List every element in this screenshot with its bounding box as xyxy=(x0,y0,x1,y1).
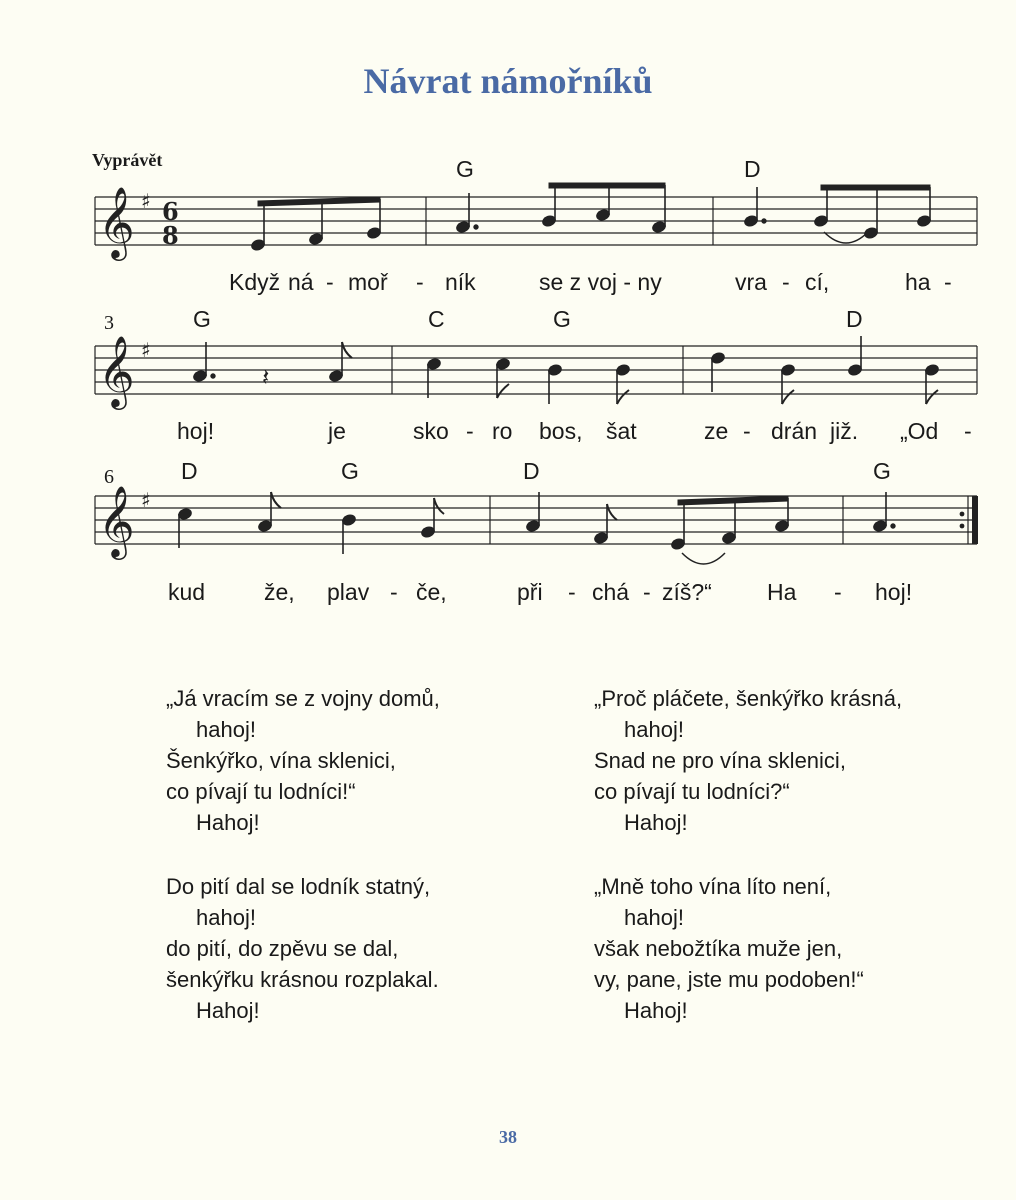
verse-line: hahoj! xyxy=(196,717,256,742)
verse-line: „Proč pláčete, šenkýřko krásná, xyxy=(594,686,903,711)
chord-symbol: C xyxy=(428,306,445,332)
lyric-syllable: moř xyxy=(348,269,388,295)
verse-block xyxy=(166,683,440,838)
page-number: 38 xyxy=(499,1127,517,1147)
note-flag xyxy=(271,492,281,508)
note-beam xyxy=(549,183,665,188)
lyric-syllable: - xyxy=(466,418,474,444)
verse-line: do pití, do zpěvu se dal, xyxy=(166,936,399,961)
verse-line: šenkýřku krásnou rozplakal. xyxy=(166,967,439,992)
lyric-syllable: šat xyxy=(606,418,637,444)
verse-block xyxy=(166,871,439,1026)
verse-line: „Mně toho vína líto není, xyxy=(594,874,832,899)
lyric-syllable: - xyxy=(834,579,842,605)
lyric-syllable: se z voj - ny xyxy=(539,269,662,295)
chord-symbol: G xyxy=(553,306,571,332)
chord-symbol: D xyxy=(523,458,540,484)
lyric-syllable: plav xyxy=(327,579,370,605)
note-dot xyxy=(474,225,478,229)
lyric-syllable: kud xyxy=(168,579,206,605)
verse-line: hahoj! xyxy=(624,717,684,742)
verse-block xyxy=(594,871,864,1026)
lyric-syllable: bos, xyxy=(539,418,583,444)
slur xyxy=(682,553,725,564)
note-dot xyxy=(891,524,895,528)
chord-symbol: G xyxy=(456,156,474,182)
verse-line: co pívají tu lodníci!“ xyxy=(166,779,356,804)
note-flag xyxy=(607,504,617,520)
tempo-marking: Vyprávět xyxy=(92,150,163,170)
lyric-syllable: Ha xyxy=(767,579,797,605)
lyric-syllable: ze xyxy=(704,418,729,444)
chord-symbol: G xyxy=(873,458,891,484)
note-dot xyxy=(762,219,766,223)
lyric-syllable: - xyxy=(782,269,790,295)
chord-symbol: G xyxy=(193,306,211,332)
lyric-syllable: již. xyxy=(830,418,859,444)
svg-text:𝄞: 𝄞 xyxy=(98,185,135,258)
lyric-syllable: - xyxy=(964,418,972,444)
verse-line: Hahoj! xyxy=(624,998,688,1023)
lyric-syllable: - xyxy=(643,579,651,605)
lyric-syllable: cí, xyxy=(805,269,830,295)
lyric-syllable: ro xyxy=(492,418,513,444)
lyric-syllable: če, xyxy=(416,579,447,605)
note-flag xyxy=(926,390,938,404)
lyric-syllable: hoj! xyxy=(875,579,913,605)
lyric-syllable: při xyxy=(517,579,543,605)
verse-line: hahoj! xyxy=(196,905,256,930)
verse-line: Hahoj! xyxy=(196,998,260,1023)
page-title: Návrat námořníků xyxy=(363,61,653,101)
svg-text:♯: ♯ xyxy=(141,338,151,362)
lyric-syllable: - xyxy=(390,579,398,605)
verse-line: Snad ne pro vína sklenici, xyxy=(594,748,846,773)
time-signature-bottom: 8 xyxy=(162,221,179,250)
chord-symbol: D xyxy=(181,458,198,484)
lyric-syllable: - xyxy=(944,269,952,295)
lyric-syllable: že, xyxy=(264,579,295,605)
note-beam xyxy=(821,185,930,190)
lyric-syllable: - xyxy=(743,418,751,444)
verse-line: hahoj! xyxy=(624,905,684,930)
verse-line: co pívají tu lodníci?“ xyxy=(594,779,790,804)
lyric-syllable: - xyxy=(326,269,334,295)
svg-text:♯: ♯ xyxy=(141,488,151,512)
verse-line: vy, pane, jste mu podoben!“ xyxy=(594,967,864,992)
lyric-syllable: hoj! xyxy=(177,418,215,444)
verse-block xyxy=(594,683,902,838)
lyric-syllable: zíš?“ xyxy=(662,579,712,605)
note-dot xyxy=(211,374,215,378)
note-flag xyxy=(342,342,352,358)
note-flag xyxy=(497,384,509,398)
lyric-syllable: - xyxy=(416,269,424,295)
lyric-syllable: ha xyxy=(905,269,931,295)
lyric-syllable: - xyxy=(568,579,576,605)
note-flag xyxy=(434,498,444,514)
lyric-syllable: je xyxy=(328,418,346,444)
rest: 𝄽 xyxy=(262,363,270,391)
verse-line: však nebožtíka muže jen, xyxy=(594,936,843,961)
chord-symbol: D xyxy=(846,306,863,332)
chord-symbol: D xyxy=(744,156,761,182)
measure-number: 6 xyxy=(104,466,114,488)
lyric-syllable: chá xyxy=(592,579,630,605)
measure-number: 3 xyxy=(104,312,114,334)
lyric-syllable: ník xyxy=(445,269,476,295)
note-flag xyxy=(617,390,629,404)
lyric-syllable: „Od xyxy=(900,418,939,444)
svg-text:𝄞: 𝄞 xyxy=(98,484,135,557)
chord-symbol: G xyxy=(341,458,359,484)
lyric-syllable: Když xyxy=(229,269,281,295)
note-beam xyxy=(258,197,380,206)
slur xyxy=(824,232,868,243)
verse-line: Do pití dal se lodník statný, xyxy=(166,874,431,899)
lyric-syllable: sko xyxy=(413,418,449,444)
verse-line: „Já vracím se z vojny domů, xyxy=(166,686,440,711)
verse-line: Šenkýřko, vína sklenici, xyxy=(166,748,396,773)
lyric-syllable: ná xyxy=(288,269,314,295)
time-signature-top: 6 xyxy=(162,197,179,226)
svg-text:♯: ♯ xyxy=(141,189,151,213)
note-beam xyxy=(678,496,788,505)
verse-line: Hahoj! xyxy=(624,810,688,835)
svg-text:𝄞: 𝄞 xyxy=(98,334,135,407)
verse-line: Hahoj! xyxy=(196,810,260,835)
note-flag xyxy=(782,390,794,404)
lyric-syllable: vra xyxy=(735,269,767,295)
lyric-syllable: drán xyxy=(771,418,818,444)
